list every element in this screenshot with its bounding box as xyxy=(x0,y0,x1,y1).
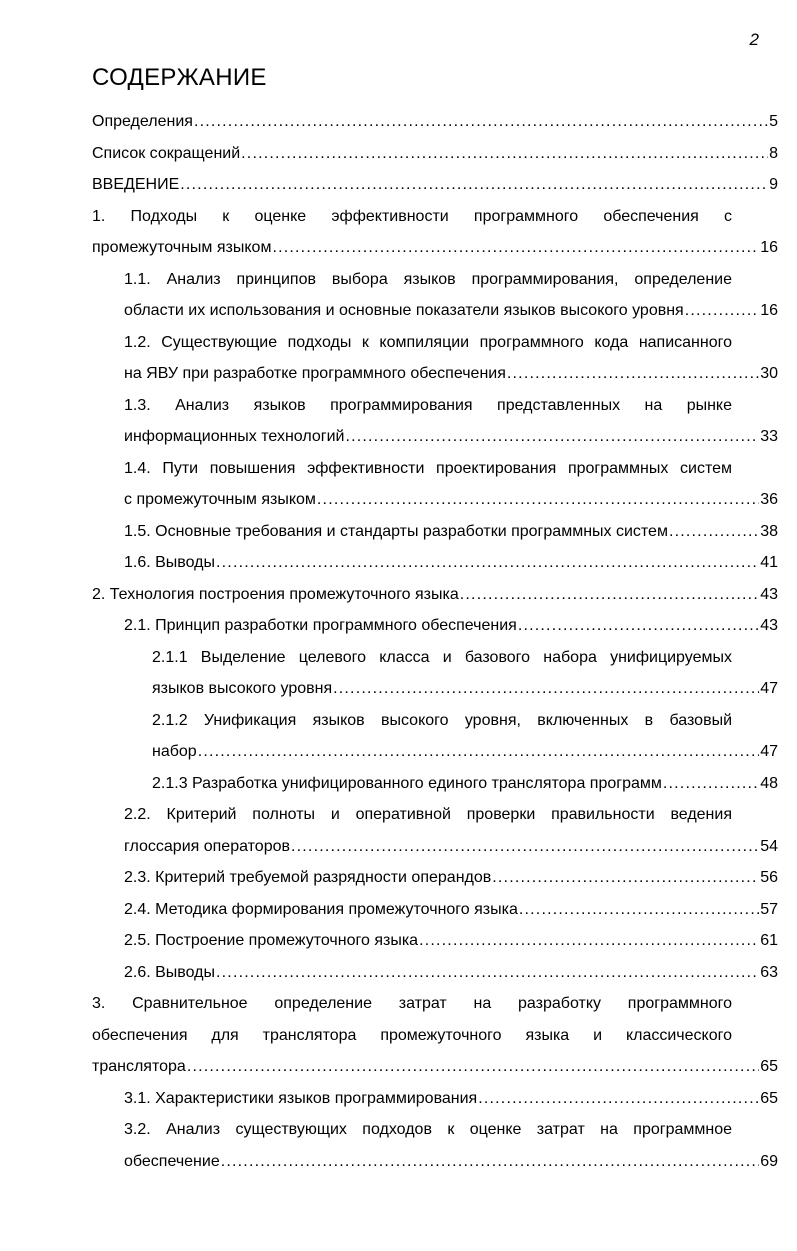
toc-entry[interactable] xyxy=(124,957,778,989)
toc-entry-title: транслятора xyxy=(92,1058,186,1075)
toc-entry-page: 9 xyxy=(769,176,778,193)
toc-entry[interactable] xyxy=(124,925,778,957)
toc-entry-title: области их использования и основные показатели языков высокого уровня xyxy=(124,302,684,319)
toc-entry-title: 2.1. Принцип разработки программного обеспечения xyxy=(124,617,517,634)
toc-entry-line: 1.3. Анализ языков программирования представленных на рынке xyxy=(124,396,732,414)
dot-leader xyxy=(221,1146,759,1178)
toc-entry[interactable] xyxy=(124,516,778,548)
toc-entry-page: 36 xyxy=(760,491,778,508)
toc-entry-line: 1.4. Пути повышения эффективности проектирования программных систем xyxy=(124,459,732,477)
toc-entry-page: 30 xyxy=(760,365,778,382)
dot-leader xyxy=(507,358,759,390)
toc-entry[interactable] xyxy=(92,138,778,170)
toc-entry-title: обеспечение xyxy=(124,1152,220,1170)
toc-entry[interactable] xyxy=(124,1083,778,1115)
toc-entry-title: 1.5. Основные требования и стандарты разработки программных систем xyxy=(124,522,668,540)
toc-entry-title: с промежуточным языком xyxy=(124,491,316,508)
toc-entry-title: 3.1. Характеристики языков программирования xyxy=(124,1089,478,1107)
toc-entry-line: 3.2. Анализ существующих подходов к оценке затрат на программное xyxy=(124,1121,732,1138)
toc-entry[interactable] xyxy=(92,988,778,1083)
dot-leader xyxy=(478,1083,759,1115)
page-number: 2 xyxy=(749,30,759,49)
toc-entry-line: 2.1.2 Унификация языков высокого уровня, включенных в базовый xyxy=(152,711,732,729)
dot-leader xyxy=(663,768,759,800)
toc-entry-line: 2.1.1 Выделение целевого класса и базового набора унифицируемых xyxy=(152,648,732,666)
toc-entry-title: языков высокого уровня xyxy=(152,680,333,697)
toc-entry-page: 48 xyxy=(760,774,778,792)
toc-entry-page: 16 xyxy=(760,302,778,319)
toc-entry[interactable] xyxy=(124,610,778,642)
toc-entry[interactable] xyxy=(124,862,778,894)
toc-entry[interactable] xyxy=(124,799,778,862)
toc-entry[interactable] xyxy=(124,453,778,516)
toc-entry-title: информационных технологий xyxy=(124,428,345,445)
toc-entry-page: 5 xyxy=(769,113,778,130)
toc-entry-page: 47 xyxy=(760,680,778,697)
toc-entry-page: 69 xyxy=(760,1152,778,1170)
dot-leader xyxy=(419,925,759,957)
toc-entry-line: 3. Сравнительное определение затрат на разработку программного xyxy=(92,995,732,1012)
toc-entry-title: 2.3. Критерий требуемой разрядности операндов xyxy=(124,869,492,886)
dot-leader xyxy=(518,610,759,642)
toc-entry-line: 1.1. Анализ принципов выбора языков программирования, определение xyxy=(124,270,732,288)
toc-entry-title: набор xyxy=(152,743,197,760)
toc-entry-page: 47 xyxy=(760,743,778,760)
toc-entry-title: 2. Технология построения промежуточного языка xyxy=(92,585,459,603)
toc-entry-title: Список сокращений xyxy=(92,144,241,162)
toc-entry-title: Определения xyxy=(92,113,193,130)
dot-leader xyxy=(198,736,760,768)
toc-entry[interactable] xyxy=(152,768,778,800)
toc-entry-page: 56 xyxy=(760,869,778,886)
toc-entry-page: 63 xyxy=(760,963,778,981)
toc-entry-page: 43 xyxy=(760,617,778,634)
toc-entry-page: 8 xyxy=(769,144,778,162)
toc-entry-line: 2.2. Критерий полноты и оперативной проверки правильности ведения xyxy=(124,806,732,823)
dot-leader xyxy=(272,232,759,264)
dot-leader xyxy=(180,169,768,201)
toc-entry-title: глоссария операторов xyxy=(124,837,290,855)
dot-leader xyxy=(291,831,759,863)
toc-entry[interactable] xyxy=(92,169,778,201)
toc-entry[interactable] xyxy=(124,1114,778,1177)
toc-entry-title: промежуточным языком xyxy=(92,239,272,256)
dot-leader xyxy=(669,516,759,548)
toc-entry-page: 16 xyxy=(760,239,778,256)
dot-leader xyxy=(345,421,759,453)
toc-entry-title: 2.5. Построение промежуточного языка xyxy=(124,932,419,949)
toc-entry-page: 43 xyxy=(760,585,778,603)
toc-entry[interactable] xyxy=(124,547,778,579)
toc-entry-page: 54 xyxy=(760,837,778,855)
toc-entry[interactable] xyxy=(124,264,778,327)
dot-leader xyxy=(685,295,759,327)
dot-leader xyxy=(492,862,759,894)
toc-entry-title: 2.4. Методика формирования промежуточного языка xyxy=(124,900,518,918)
toc-entry-page: 61 xyxy=(760,932,778,949)
toc-entry-line: 1. Подходы к оценке эффективности программного обеспечения с xyxy=(92,207,732,225)
toc-entry-line: обеспечения для транслятора промежуточного языка и классического xyxy=(92,1026,732,1044)
dot-leader xyxy=(187,1051,759,1083)
dot-leader xyxy=(241,138,768,170)
toc-entry[interactable] xyxy=(92,106,778,138)
toc-entry-title: 1.6. Выводы xyxy=(124,554,216,571)
page-title: СОДЕРЖАНИЕ xyxy=(92,64,267,91)
toc-entry-page: 41 xyxy=(760,554,778,571)
toc-entry[interactable] xyxy=(92,579,778,611)
table-of-contents xyxy=(0,106,797,1177)
toc-entry[interactable] xyxy=(152,642,778,705)
toc-entry-page: 65 xyxy=(760,1089,778,1107)
toc-entry-page: 65 xyxy=(760,1058,778,1075)
dot-leader xyxy=(519,894,759,926)
toc-entry-page: 38 xyxy=(760,522,778,540)
dot-leader xyxy=(333,673,759,705)
dot-leader xyxy=(216,957,759,989)
toc-entry-title: 2.1.3 Разработка унифицированного единого транслятора программ xyxy=(152,774,662,792)
dot-leader xyxy=(216,547,759,579)
toc-entry-title: ВВЕДЕНИЕ xyxy=(92,176,180,193)
toc-entry[interactable] xyxy=(124,894,778,926)
toc-entry[interactable] xyxy=(124,327,778,390)
dot-leader xyxy=(194,106,768,138)
toc-entry[interactable] xyxy=(152,705,778,768)
toc-entry[interactable] xyxy=(92,201,778,264)
toc-entry[interactable] xyxy=(124,390,778,453)
toc-entry-title: 2.6. Выводы xyxy=(124,963,216,981)
toc-entry-page: 33 xyxy=(760,428,778,445)
toc-entry-line: 1.2. Существующие подходы к компиляции программного кода написанного xyxy=(124,333,732,351)
dot-leader xyxy=(317,484,759,516)
toc-entry-page: 57 xyxy=(760,900,778,918)
toc-entry-title: на ЯВУ при разработке программного обеспечения xyxy=(124,365,506,382)
dot-leader xyxy=(460,579,759,611)
